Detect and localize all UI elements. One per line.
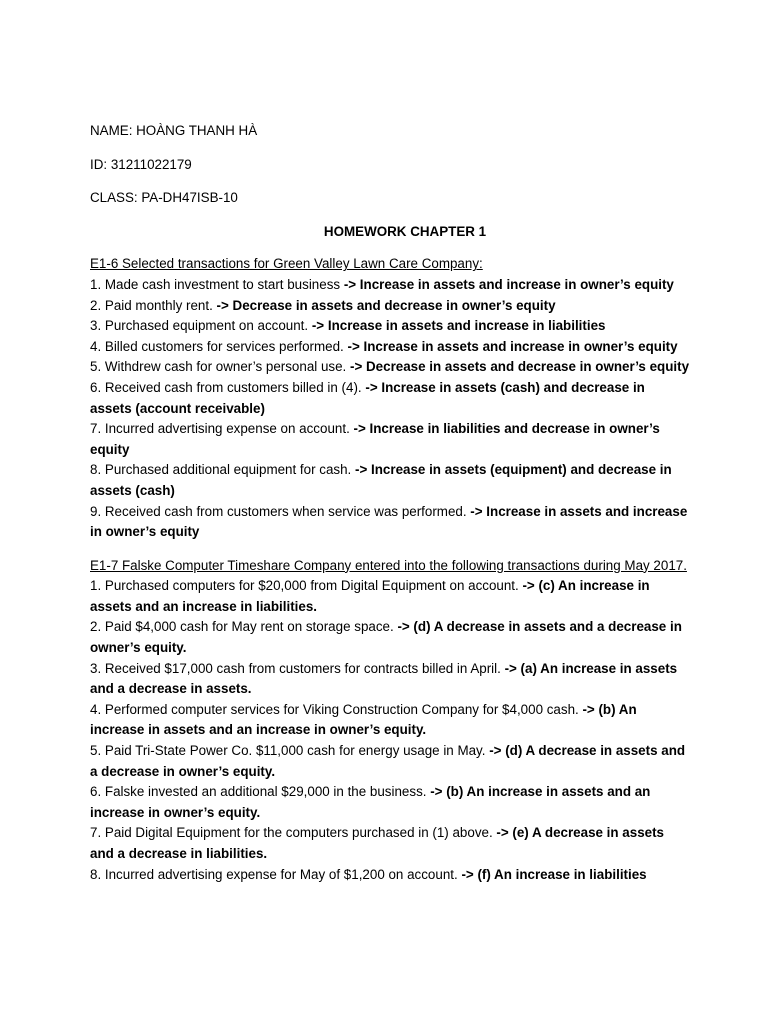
transaction-text: 6. Received cash from customers billed in (4).	[90, 379, 366, 395]
list-item	[90, 296, 690, 317]
list-item	[90, 617, 690, 658]
transaction-text: 2. Paid $4,000 cash for May rent on storage space.	[90, 619, 398, 635]
student-class: CLASS: PA-DH47ISB-10	[90, 190, 238, 206]
list-item	[90, 378, 690, 419]
answer-text: -> Increase in assets (equipment) and decrease in assets (cash)	[90, 462, 672, 498]
transaction-text: 2. Paid monthly rent.	[90, 297, 217, 313]
list-item	[90, 275, 690, 296]
transaction-text: 5. Withdrew cash for owner’s personal use.	[90, 359, 350, 375]
section-heading: E1-7 Falske Computer Timeshare Company entered into the following transactions during May 2017.	[90, 557, 687, 573]
answer-text: -> (f) An increase in liabilities	[461, 866, 647, 882]
transaction-text: 6. Falske invested an additional $29,000 in the business.	[90, 784, 431, 800]
list-item	[90, 337, 690, 358]
answer-text: -> (d) A decrease in assets and a decrease in owner’s equity.	[90, 743, 686, 779]
list-item	[90, 316, 690, 337]
document-content	[90, 121, 690, 898]
answer-text: -> Increase in liabilities and decrease in owner’s equity	[90, 421, 660, 457]
list-item	[90, 782, 690, 823]
list-item	[90, 865, 690, 886]
transaction-text: 7. Paid Digital Equipment for the computers purchased in (1) above.	[90, 825, 497, 841]
answer-text: -> (a) An increase in assets and a decrease in assets.	[90, 660, 678, 697]
transaction-text: 8. Incurred advertising expense for May of $1,200 on account.	[90, 866, 462, 882]
list-item	[90, 502, 690, 543]
answer-text: -> Increase in assets and increase in owner’s equity	[347, 338, 678, 354]
transaction-text: 7. Incurred advertising expense on account.	[90, 421, 354, 437]
answer-text: -> (e) A decrease in assets and a decrease in liabilities.	[90, 825, 664, 861]
transaction-text: 1. Purchased computers for $20,000 from Digital Equipment on account.	[90, 578, 523, 594]
answer-text: -> Decrease in assets and decrease in owner’s equity	[350, 359, 690, 375]
transaction-text: 8. Purchased additional equipment for cash.	[90, 462, 356, 478]
transaction-text: 4. Billed customers for services performed.	[90, 338, 348, 354]
section-e1-6	[90, 254, 690, 542]
list-item	[90, 460, 690, 501]
list-item	[90, 741, 690, 782]
student-id: ID: 31211022179	[90, 156, 192, 172]
list-item	[90, 357, 690, 378]
section-e1-7	[90, 556, 690, 886]
homework-title: HOMEWORK CHAPTER 1	[323, 223, 487, 239]
student-name: NAME: HOÀNG THANH HÀ	[90, 123, 258, 138]
list-item	[90, 659, 690, 700]
list-item	[90, 576, 690, 617]
transaction-text: 1. Made cash investment to start business	[90, 276, 344, 292]
transaction-text: 9. Received cash from customers when service was performed.	[90, 503, 471, 519]
answer-text: -> (b) An increase in assets and an increase in owner’s equity.	[90, 701, 637, 738]
answer-text: -> Increase in assets and increase in owner’s equity	[90, 503, 688, 540]
answer-text: -> (b) An increase in assets and an increase in owner’s equity.	[90, 784, 651, 820]
answer-text: -> Increase in assets and increase in owner’s equity	[343, 276, 674, 292]
answer-text: -> (d) A decrease in assets and a decrease in owner’s equity.	[90, 619, 682, 656]
answer-text: -> Increase in assets (cash) and decrease in assets (account receivable)	[90, 379, 645, 416]
transaction-text: 3. Purchased equipment on account.	[90, 318, 312, 334]
answer-text: -> (c) An increase in assets and an increase in liabilities.	[90, 578, 650, 614]
list-item	[90, 419, 690, 460]
transaction-text: 3. Received $17,000 cash from customers for contracts billed in April.	[90, 660, 505, 676]
list-item	[90, 823, 690, 864]
list-item	[90, 700, 690, 741]
answer-text: -> Increase in assets and increase in liabilities	[311, 318, 606, 334]
transaction-text: 4. Performed computer services for Viking Construction Company for $4,000 cash.	[90, 701, 583, 717]
transaction-text: 5. Paid Tri-State Power Co. $11,000 cash for energy usage in May.	[90, 743, 490, 759]
section-heading: E1-6 Selected transactions for Green Valley Lawn Care Company:	[90, 256, 483, 272]
answer-text: -> Decrease in assets and decrease in owner’s equity	[216, 297, 556, 313]
